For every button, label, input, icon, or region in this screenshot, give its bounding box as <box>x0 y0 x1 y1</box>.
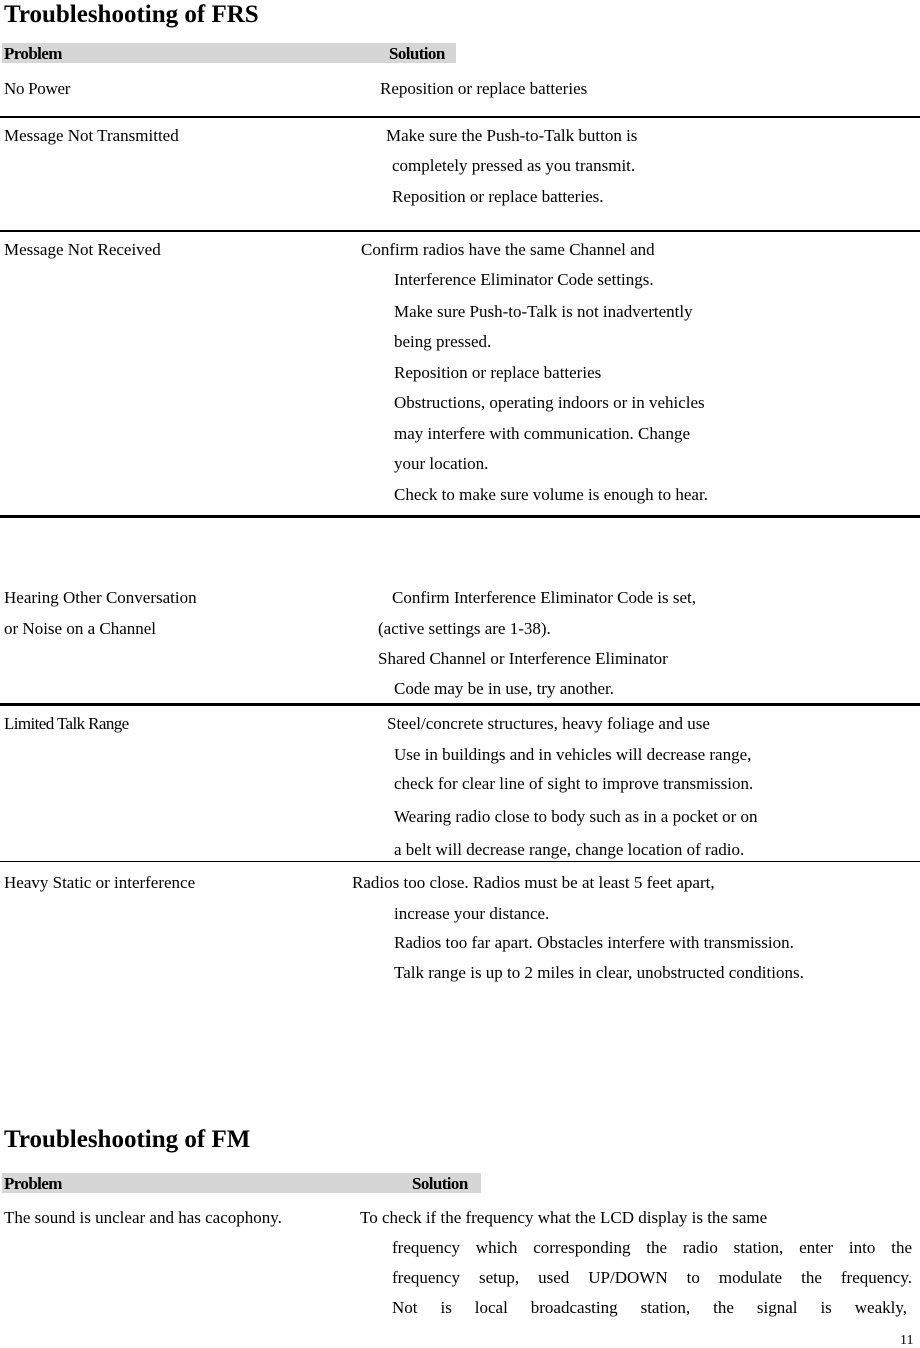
frs-row-solution: check for clear line of sight to improve transmission. <box>394 774 754 793</box>
row-divider <box>0 116 920 118</box>
frs-row-solution: Code may be in use, try another. <box>394 679 615 698</box>
fm-row-solution: To check if the frequency what the LCD display is the same <box>360 1208 768 1227</box>
fm-row-solution: frequency which corresponding the radio station, enter into the <box>392 1238 912 1257</box>
frs-row-solution: (active settings are 1-38). <box>378 619 551 638</box>
frs-header-problem: Problem <box>4 44 62 63</box>
frs-row-solution: Make sure Push-to-Talk is not inadvertently <box>394 302 693 321</box>
frs-row-solution: Radios too close. Radios must be at least 5 feet apart, <box>352 873 715 892</box>
frs-title: Troubleshooting of FRS <box>4 1 259 28</box>
frs-row-solution: Reposition or replace batteries <box>394 363 602 382</box>
frs-row-problem: Heavy Static or interference <box>4 873 196 892</box>
fm-title: Troubleshooting of FM <box>4 1126 251 1153</box>
frs-row-solution: Reposition or replace batteries. <box>392 187 604 206</box>
frs-row-solution: Interference Eliminator Code settings. <box>394 270 654 289</box>
row-divider <box>0 515 920 518</box>
frs-row-solution: may interfere with communication. Change <box>394 424 690 443</box>
frs-row-solution: a belt will decrease range, change location of radio. <box>394 840 745 859</box>
frs-row-problem: Limited Talk Range <box>4 714 129 733</box>
frs-row-solution: Wearing radio close to body such as in a pocket or on <box>394 807 758 826</box>
frs-header-solution: Solution <box>389 44 445 63</box>
frs-row-solution: Radios too far apart. Obstacles interfere with transmission. <box>394 933 794 952</box>
frs-row-problem: No Power <box>4 79 71 98</box>
row-divider <box>0 230 920 232</box>
frs-row-solution: Reposition or replace batteries <box>380 79 588 98</box>
frs-row-solution: your location. <box>394 454 489 473</box>
frs-row-problem: Hearing Other Conversation <box>4 588 197 607</box>
frs-row-solution: Make sure the Push-to-Talk button is <box>386 126 638 145</box>
frs-row-solution: Steel/concrete structures, heavy foliage and use <box>387 714 710 733</box>
row-divider <box>0 861 920 862</box>
frs-row-problem: or Noise on a Channel <box>4 619 157 638</box>
frs-header-bar <box>2 43 456 63</box>
frs-row-solution: Shared Channel or Interference Eliminator <box>378 649 668 668</box>
frs-row-solution: increase your distance. <box>394 904 550 923</box>
page-number: 11 <box>900 1333 914 1348</box>
frs-row-solution: completely pressed as you transmit. <box>392 156 636 175</box>
fm-row-solution: Not is local broadcasting station, the signal is weakly, <box>392 1298 907 1317</box>
frs-row-solution: Confirm radios have the same Channel and <box>361 240 655 259</box>
frs-row-problem: Message Not Transmitted <box>4 126 179 145</box>
fm-row-problem: The sound is unclear and has cacophony. <box>4 1208 282 1227</box>
frs-row-solution: Obstructions, operating indoors or in vehicles <box>394 393 705 412</box>
frs-row-solution: Use in buildings and in vehicles will decrease range, <box>394 745 752 764</box>
fm-row-solution: frequency setup, used UP/DOWN to modulate the frequency. <box>392 1268 912 1287</box>
row-divider <box>0 703 920 706</box>
frs-row-solution: Talk range is up to 2 miles in clear, unobstructed conditions. <box>394 963 804 982</box>
frs-row-solution: Confirm Interference Eliminator Code is set, <box>392 588 697 607</box>
fm-header-solution: Solution <box>412 1174 468 1193</box>
fm-header-problem: Problem <box>4 1174 62 1193</box>
fm-header-bar <box>2 1173 481 1193</box>
frs-row-problem: Message Not Received <box>4 240 161 259</box>
frs-row-solution: being pressed. <box>394 332 492 351</box>
frs-row-solution: Check to make sure volume is enough to hear. <box>394 485 708 504</box>
